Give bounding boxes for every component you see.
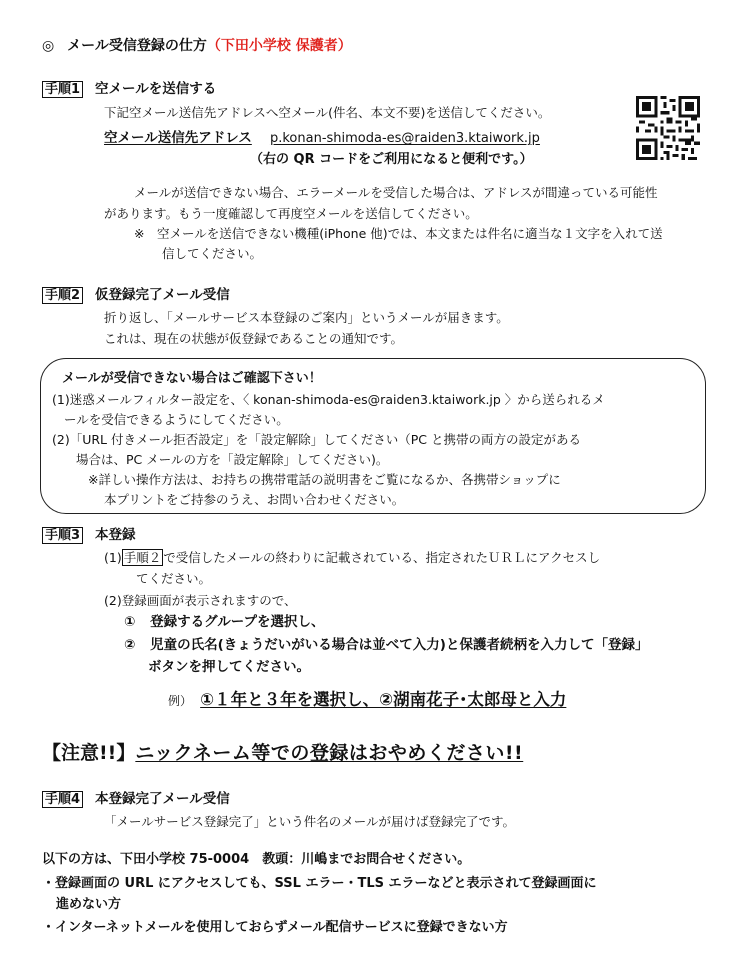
step3-header [42, 527, 136, 544]
step3-line1 [104, 550, 600, 566]
step2-heading: 仮登録完了メール受信 [95, 287, 230, 303]
item1-mark: ① [124, 614, 136, 630]
example-row [168, 690, 566, 711]
address-label: 空メール送信先アドレス [104, 130, 252, 146]
step3-item2-cont: ボタンを押してください。 [148, 659, 310, 675]
example-text: ①１年と３年を選択し、②湖南花子･太郎母と入力 [200, 690, 567, 709]
step4-heading: 本登録完了メール受信 [95, 791, 230, 807]
warning-text: ニックネーム等での登録はおやめください!! [135, 742, 524, 764]
item2-mark: ② [124, 637, 136, 653]
warning-line [42, 742, 523, 766]
step4-header [42, 791, 230, 808]
step1-heading: 空メールを送信する [95, 81, 217, 97]
step3-item2 [124, 637, 648, 654]
step3-l1-post: で受信したメールの終わりに記載されている、指定されたＵＲＬにアクセスし [163, 550, 601, 565]
qr-note: （右の QR コードをご利用になると便利です。） [250, 152, 533, 167]
step1-header [42, 81, 216, 98]
step3-ref-box: 手順２ [123, 550, 162, 565]
footer-line2: ・登録画面の URL にアクセスしても、SSL エラー・TLS エラーなどと表示されて登録画面に [42, 876, 597, 891]
footer-line3: 進めない方 [56, 897, 122, 912]
footer-line1: 以下の方は、下田小学校 75-0004 教頭：川嶋までお問合せください。 [42, 852, 471, 867]
footer-line4: ・インターネットメールを使用しておらずメール配信サービスに登録できない方 [42, 920, 508, 935]
step1-note2: があります。もう一度確認して再度空メールを送信してください。 [104, 206, 478, 221]
step1-note1: メールが送信できない場合、エラーメールを受信した場合は、アドレスが間違っている可能性 [134, 185, 658, 200]
step3-item1 [124, 614, 325, 631]
notice-line4: 場合は、PC メールの方を「設定解除」してください)。 [76, 452, 389, 467]
title-mark: ◎ [42, 38, 55, 54]
item1-text: 登録するグループを選択し、 [150, 614, 325, 630]
page-title [42, 38, 352, 56]
step3-badge: 手順3 [42, 527, 83, 544]
notice-line2: ールを受信できるようにしてください。 [64, 412, 289, 427]
step2-badge: 手順2 [42, 287, 83, 304]
notice-line6: 本プリントをご持参のうえ、お問い合わせください。 [104, 492, 405, 507]
step2-line1: 折り返し、「メールサービス本登録のご案内」というメールが届きます。 [104, 310, 509, 325]
step3-heading: 本登録 [95, 527, 136, 543]
step1-note3: ※ 空メールを送信できない機種(iPhone 他)では、本文または件名に適当な１文字を入れて送 [134, 226, 663, 241]
qr-code-image [636, 96, 700, 160]
step1-badge: 手順1 [42, 81, 83, 98]
step2-line2: これは、現在の状態が仮登録であることの通知です。 [104, 331, 404, 346]
step3-line3: (2)登録画面が表示されますので、 [104, 593, 297, 608]
title-main: メール受信登録の仕方 [67, 38, 207, 54]
step1-address-row [104, 130, 540, 147]
title-sub: （下田小学校 保護者） [206, 38, 352, 54]
notice-line5: ※詳しい操作方法は、お持ちの携帯電話の説明書をご覧になるか、各携帯ショップに [88, 472, 561, 487]
notice-line3: (2)「URL 付きメール拒否設定」を「設定解除」してください（PC と携帯の両方の設定がある [52, 432, 581, 447]
warning-prefix: 【注意!!】 [42, 742, 136, 764]
item2-text: 児童の氏名(きょうだいがいる場合は並べて入力)と保護者続柄を入力して「登録」 [150, 637, 649, 653]
step4-line1: 「メールサービス登録完了」という件名のメールが届けば登録完了です。 [104, 814, 516, 829]
example-label: 例） [168, 694, 193, 708]
step2-header [42, 287, 230, 304]
notice-line1: (1)迷惑メールフィルター設定を、〈 konan-shimoda-es@raiden3.ktaiwork.jp 〉から送られるメ [52, 392, 605, 407]
step1-line1: 下記空メール送信先アドレスへ空メール(件名、本文不要)を送信してください。 [104, 105, 551, 120]
step3-l1-pre: (1) [104, 550, 122, 565]
step4-badge: 手順4 [42, 791, 83, 808]
email-address: p.konan-shimoda-es@raiden3.ktaiwork.jp [269, 131, 540, 146]
step3-line2: てください。 [136, 571, 212, 586]
notice-heading: メールが受信できない場合はご確認下さい！ [62, 371, 322, 386]
step1-note4: 信してください。 [162, 246, 263, 261]
